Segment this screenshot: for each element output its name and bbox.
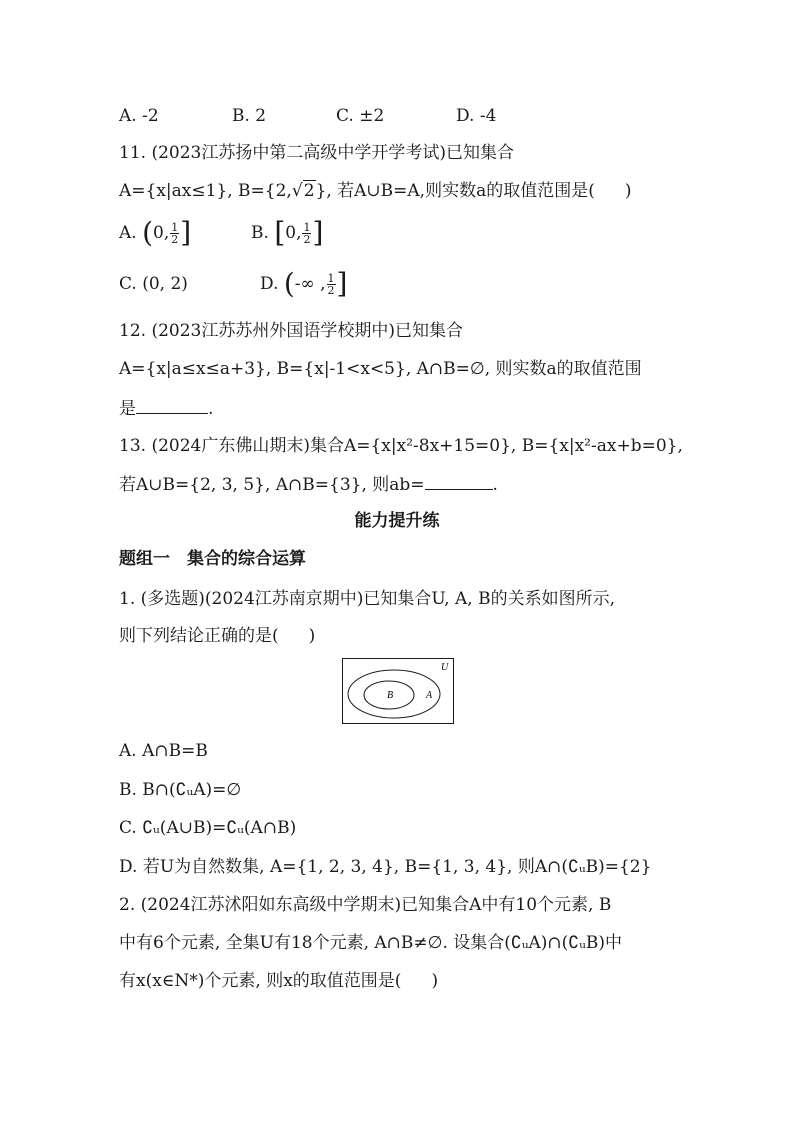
venn-diagram — [342, 658, 454, 724]
p1-stem-line2: 则下列结论正确的是( ) — [119, 626, 316, 646]
q12-stem-line3: 是 . — [119, 396, 213, 420]
p2-stem-line3: 有x(x∈N*)个元素, 则x的取值范围是( ) — [119, 971, 439, 991]
q11-option-c: C. (0, 2) — [119, 274, 188, 294]
p1-option-a: A. A∩B=B — [119, 741, 208, 761]
q10-option-a: A. -2 — [119, 106, 159, 126]
q10-option-b: B. 2 — [232, 106, 267, 126]
p1-option-b: B. B∩(∁ᵤA)=∅ — [119, 780, 242, 800]
p1-stem-line1: 1. (多选题)(2024江苏南京期中)已知集合U, A, B的关系如图所示, — [119, 589, 615, 609]
q13-answer-blank[interactable] — [425, 472, 493, 490]
q11-stem-prefix: A={x|ax≤1}, B={2, — [119, 181, 292, 201]
universal-set-rect — [343, 659, 454, 724]
q11-stem-suffix: }, 若A∪B=A,则实数a的取值范围是( — [315, 181, 595, 201]
p1-option-d: D. 若U为自然数集, A={1, 2, 3, 4}, B={1, 3, 4}, 则A∩(∁ᵤB)={2} — [119, 857, 652, 877]
q12-stem-line2: A={x|a≤x≤a+3}, B={x|-1<x<5}, A∩B=∅, 则实数a的取值范围 — [119, 359, 642, 379]
q12-stem-line1: 12. (2023江苏苏州外国语学校期中)已知集合 — [119, 321, 463, 341]
group-title: 题组一 集合的综合运算 — [119, 549, 306, 569]
section-title: 能力提升练 — [354, 511, 440, 531]
p2-stem-line2: 中有6个元素, 全集U有18个元素, A∩B≠∅. 设集合(∁ᵤA)∩(∁ᵤB)中 — [119, 933, 623, 953]
q11-option-a: A. (0, $\frac{1}{2}$ ] — [119, 216, 192, 249]
q11-option-d: D. (-∞ , $\frac{1}{2}$ ] — [260, 267, 348, 300]
q11-stem-line2 — [119, 180, 632, 202]
q11-stem-line1: 11. (2023江苏扬中第二高级中学开学考试)已知集合 — [119, 143, 514, 163]
q13-stem-line2: 若A∪B={2, 3, 5}, A∩B={3}, 则ab= . — [119, 472, 498, 496]
venn-label-a: A — [426, 690, 433, 701]
q10-option-d: D. -4 — [456, 106, 497, 126]
p2-stem-line1: 2. (2024江苏沭阳如东高级中学期末)已知集合A中有10个元素, B — [119, 895, 612, 915]
venn-label-u: U — [441, 662, 449, 673]
venn-label-b: B — [387, 690, 394, 701]
p1-option-c: C. ∁ᵤ(A∪B)=∁ᵤ(A∩B) — [119, 818, 297, 838]
q11-option-b: B. [0, $\frac{1}{2}$ ] — [251, 216, 324, 249]
sqrt-two: √2 — [291, 181, 315, 201]
q11-answer-paren-close: ) — [624, 181, 632, 201]
q10-option-c: C. ±2 — [336, 106, 385, 126]
q13-stem-line1: 13. (2024广东佛山期末)集合A={x|x²-8x+15=0}, B={x|x²-ax+b=0}, — [119, 436, 683, 456]
q12-answer-blank[interactable] — [136, 396, 208, 414]
